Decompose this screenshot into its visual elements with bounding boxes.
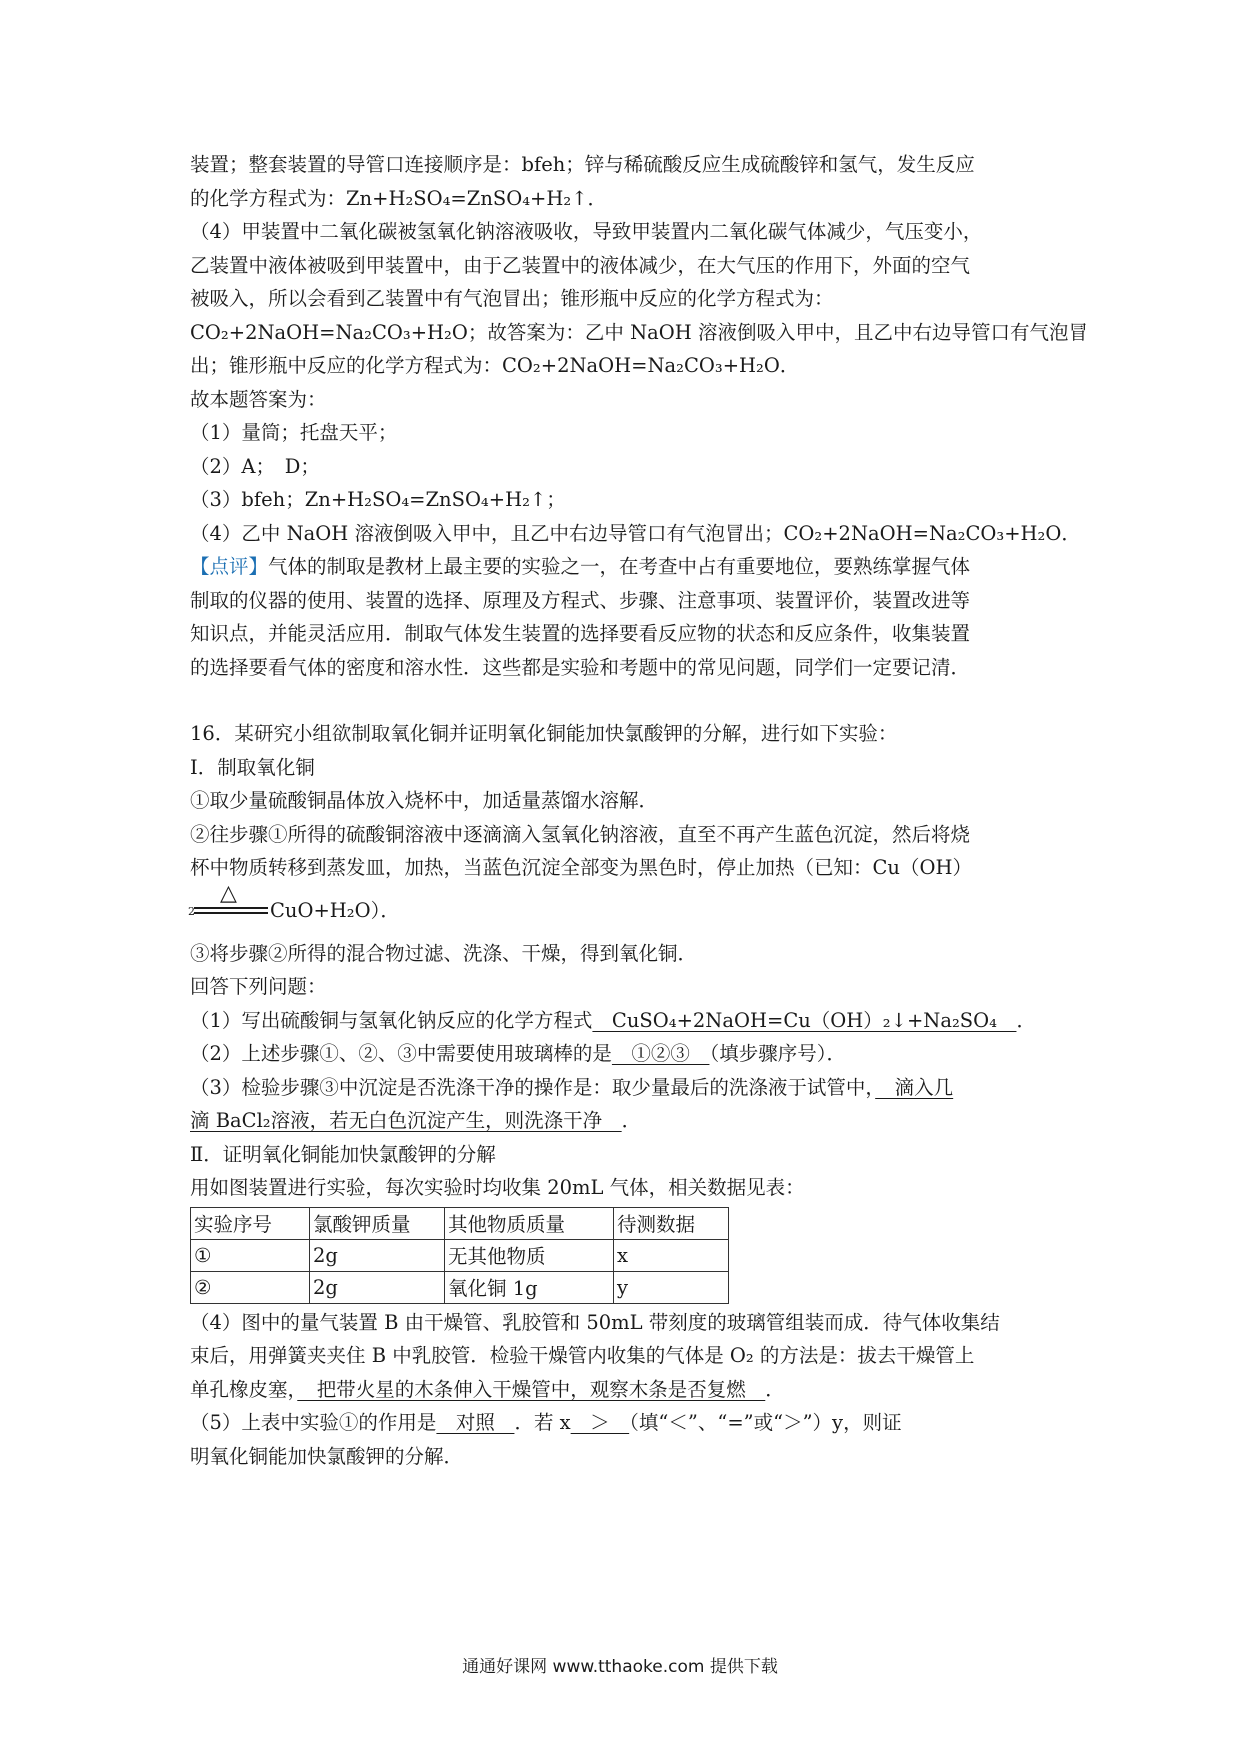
answer-3-blank: 滴入几	[875, 1075, 954, 1099]
comment-body	[190, 584, 1070, 685]
equation-bar	[194, 907, 268, 909]
answer-2-blank: ①②③	[611, 1042, 710, 1065]
answer-4-line-2: 束后，用弹簧夹夹住 B 中乳胶管．检验干燥管内收集的气体是 O₂ 的方法是：拔去干燥管上	[190, 1344, 975, 1367]
decomposition-equation	[188, 880, 1070, 937]
answer-explanation	[190, 148, 1088, 550]
equation-products: CuO+H₂O）．	[270, 898, 400, 922]
comment-tag: 【点评】	[190, 555, 269, 578]
table-header: 实验序号	[191, 1207, 310, 1239]
table-header: 其他物质质量	[445, 1207, 614, 1239]
table-header-row	[191, 1207, 729, 1239]
answer-4-line-1: （4）图中的量气装置 B 由干燥管、乳胶管和 50mL 带刻度的玻璃管组装而成．待气体收集结	[190, 1310, 1000, 1334]
step-2-line-1: ②往步骤①所得的硫酸铜溶液中逐滴滴入氢氧化钠溶液，直至不再产生蓝色沉淀，然后将烧	[190, 822, 971, 846]
table-cell: 氧化铜 1g	[445, 1271, 614, 1303]
question-16-intro: 16．某研究小组欲制取氧化铜并证明氧化铜能加快氯酸钾的分解，进行如下实验：	[190, 722, 898, 745]
answer-1-blank: CuSO₄+2NaOH=Cu（OH）₂↓+Na₂SO₄	[592, 1008, 1017, 1032]
table-intro: 用如图装置进行实验，每次实验时均收集 20mL 气体，相关数据见表：	[190, 1176, 805, 1199]
answer-2: （2）上述步骤①、②、③中需要使用玻璃棒的是 ①②③ （填步骤序号）．	[190, 1042, 846, 1065]
text-line: （1）量筒；托盘天平；	[190, 421, 398, 444]
equation-subscript: 2	[188, 904, 195, 918]
text-line: 装置；整套装置的导管口连接顺序是：bfeh；锌与稀硫酸反应生成硫酸锌和氢气，发生反应	[190, 153, 975, 176]
text-line: （4）乙中 NaOH 溶液倒吸入甲中，且乙中右边导管口有气泡冒出；CO₂+2NaOH=Na₂CO₃+H₂O．	[190, 521, 1081, 545]
text-line: 乙装置中液体被吸到甲装置中，由于乙装置中的液体减少，在大气压的作用下，外面的空气	[190, 253, 971, 277]
comment-line: 知识点，并能灵活应用．制取气体发生装置的选择要看反应物的状态和反应条件，收集装置	[190, 622, 971, 645]
part-2-heading: Ⅱ．证明氧化铜能加快氯酸钾的分解	[190, 1142, 496, 1166]
table-cell: y	[614, 1271, 729, 1303]
text-line: 出；锥形瓶中反应的化学方程式为：CO₂+2NaOH=Na₂CO₃+H₂O．	[190, 354, 800, 377]
heat-triangle-icon: △	[220, 880, 237, 906]
equation-bar	[194, 912, 268, 914]
answer-4-line-3: 单孔橡皮塞， 把带火星的木条伸入干燥管中，观察木条是否复燃 ．	[190, 1377, 785, 1401]
table-header: 氯酸钾质量	[310, 1207, 445, 1239]
comment-line: 的选择要看气体的密度和溶水性．这些都是实验和考题中的常见问题，同学们一定要记清．	[190, 655, 971, 679]
text-line: （3）bfeh；Zn+H₂SO₄=ZnSO₄+H₂↑；	[190, 488, 566, 511]
answer-3-blank-cont: 滴 BaCl₂溶液，若无白色沉淀产生，则洗涤干净	[190, 1109, 622, 1132]
table-row	[191, 1239, 729, 1271]
text-line: （2）A； D；	[190, 454, 320, 478]
table-cell: x	[614, 1239, 729, 1271]
answer-5-blank-2: ＞	[570, 1411, 630, 1434]
part-1-heading: Ⅰ．制取氧化铜	[190, 755, 315, 779]
answer-5-line-2: 明氧化铜能加快氯酸钾的分解．	[190, 1444, 464, 1468]
page-footer: 通通好课网 www.tthaoke.com 提供下载	[462, 1657, 778, 1677]
table-cell: ①	[191, 1239, 310, 1271]
step-3: ③将步骤②所得的混合物过滤、洗涤、干燥，得到氧化铜．	[190, 941, 698, 965]
step-1: ①取少量硫酸铜晶体放入烧杯中，加适量蒸馏水溶解．	[190, 789, 659, 812]
text-line: 故本题答案为：	[190, 387, 327, 411]
text-line: （4）甲装置中二氧化碳被氢氧化钠溶液吸收，导致甲装置内二氧化碳气体减少，气压变小，	[190, 220, 983, 243]
answer-prompt: 回答下列问题：	[190, 975, 327, 998]
answer-3-line-1: （3）检验步骤③中沉淀是否洗涤干净的操作是：取少量最后的洗涤液于试管中， 滴入几	[190, 1075, 954, 1099]
answer-5-blank-1: 对照	[436, 1411, 515, 1434]
comment-line: 【点评】气体的制取是教材上最主要的实验之一，在考查中占有重要地位，要熟练掌握气体	[190, 555, 971, 578]
answer-3-line-2: 滴 BaCl₂溶液，若无白色沉淀产生，则洗涤干净 ．	[190, 1109, 642, 1132]
table-cell: 无其他物质	[445, 1239, 614, 1271]
table-cell: 2g	[310, 1271, 445, 1303]
text-line: 的化学方程式为：Zn+H₂SO₄=ZnSO₄+H₂↑．	[190, 186, 608, 210]
data-table	[190, 1207, 729, 1304]
text-line: 被吸入，所以会看到乙装置中有气泡冒出；锥形瓶中反应的化学方程式为：	[190, 287, 834, 310]
table-header: 待测数据	[614, 1207, 729, 1239]
answer-4-blank: 把带火星的木条伸入干燥管中，观察木条是否复燃	[297, 1377, 766, 1401]
table-row	[191, 1271, 729, 1303]
table-cell: 2g	[310, 1239, 445, 1271]
comment-line: 制取的仪器的使用、装置的选择、原理及方程式、步骤、注意事项、装置评价，装置改进等	[190, 588, 971, 612]
answer-1: （1）写出硫酸铜与氢氧化钠反应的化学方程式 CuSO₄+2NaOH=Cu（OH）₂↓+Na₂SO₄ ．	[190, 1008, 1036, 1032]
document-body	[188, 148, 1088, 1473]
text-line: CO₂+2NaOH=Na₂CO₃+H₂O；故答案为：乙中 NaOH 溶液倒吸入甲中，且乙中右边导管口有气泡冒	[190, 320, 1088, 344]
answer-5-line-1: （5）上表中实验①的作用是 对照 ．若 x ＞ （填“＜”、“=”或“＞”）y，则证	[190, 1411, 902, 1434]
table-cell: ②	[191, 1271, 310, 1303]
step-2-line-2: 杯中物质转移到蒸发皿，加热，当蓝色沉淀全部变为黑色时，停止加热（已知：Cu（OH）	[190, 856, 972, 879]
